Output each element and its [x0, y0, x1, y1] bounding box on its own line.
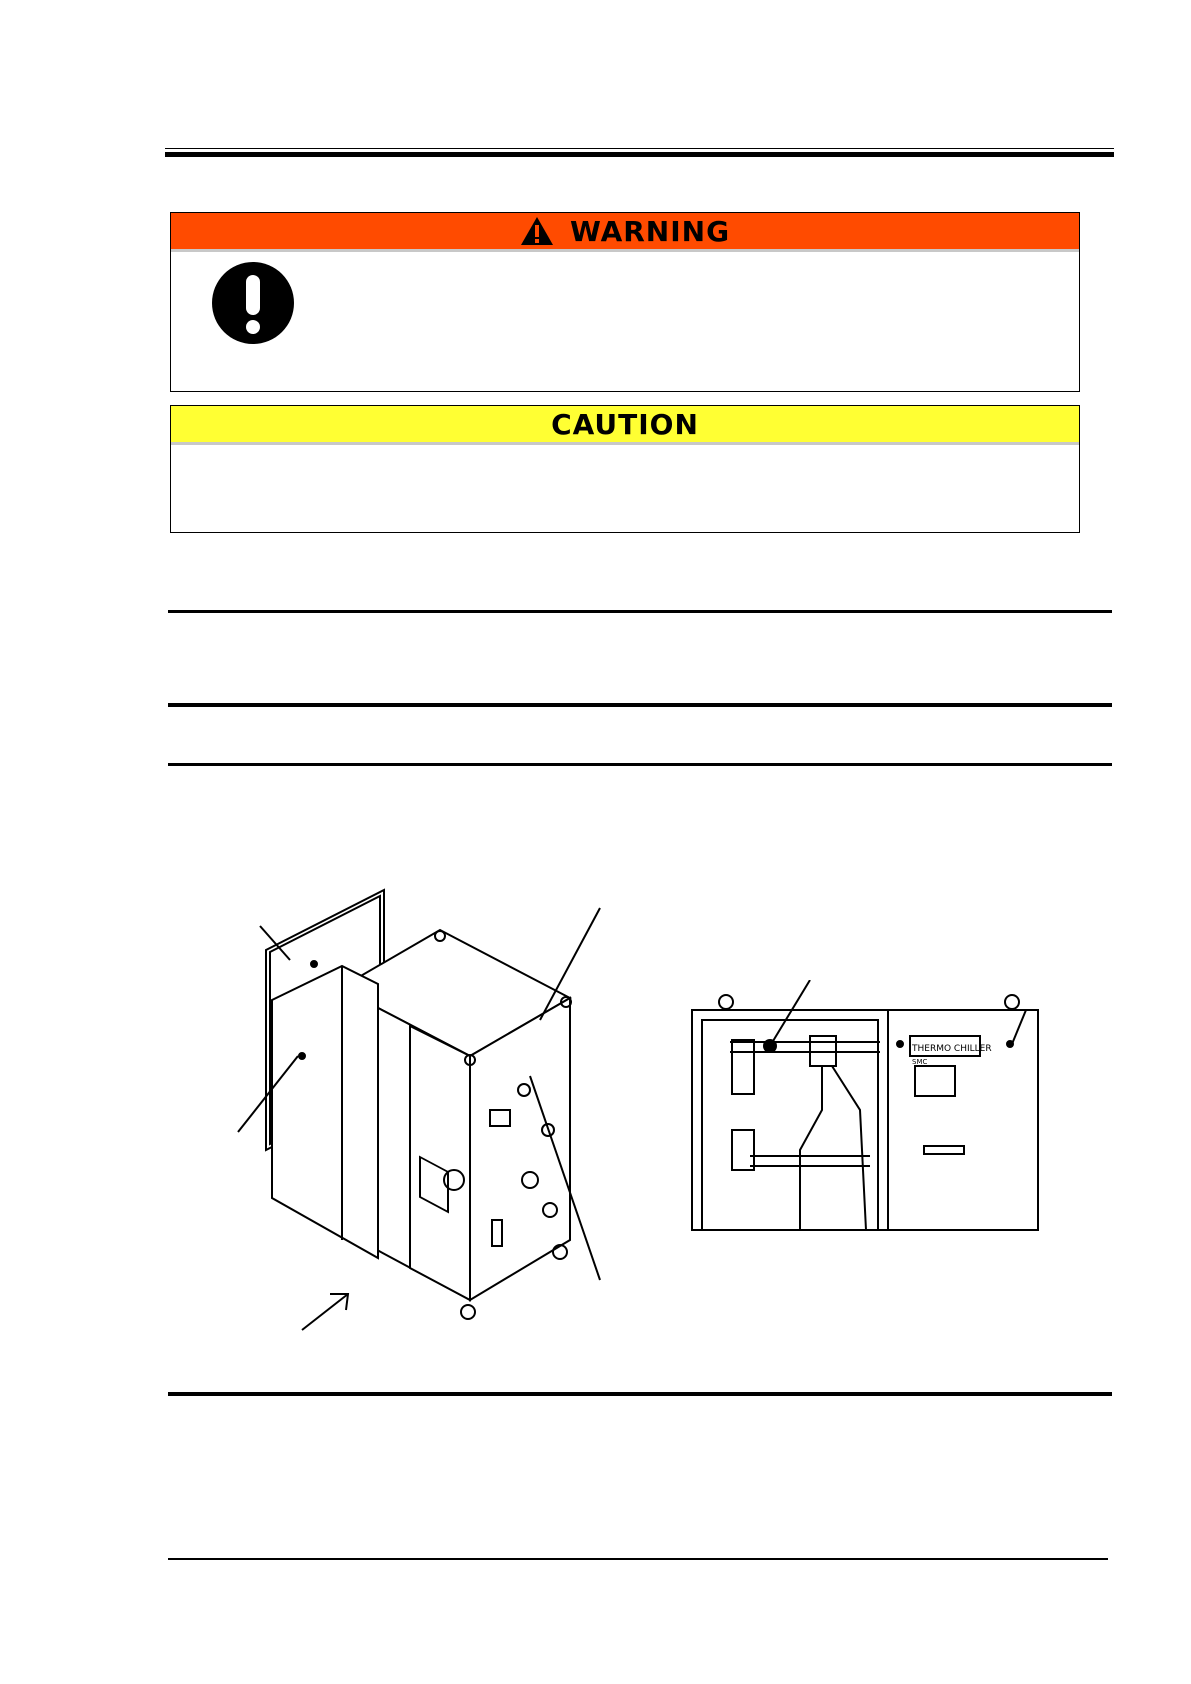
- top-rule-thin: [165, 148, 1114, 149]
- top-rule-thick: [165, 152, 1114, 157]
- section-rule-3: [168, 763, 1112, 766]
- section-rule-2: [168, 703, 1112, 707]
- caution-title: CAUTION: [551, 407, 699, 441]
- warning-title: WARNING: [569, 214, 731, 248]
- section-rule-4: [168, 1392, 1112, 1396]
- warning-triangle-icon: [520, 216, 554, 246]
- caution-header: [171, 406, 1079, 445]
- warning-header: [171, 213, 1079, 252]
- warning-box: [170, 212, 1080, 392]
- thermo-chiller-label: THERMO CHILLER: [912, 1044, 992, 1054]
- section-rule-1: [168, 610, 1112, 613]
- caution-box: [170, 405, 1080, 533]
- footer-rule: [168, 1558, 1108, 1560]
- unit-front-view-drawing: [690, 980, 1090, 1240]
- brand-label: SMC: [912, 1058, 928, 1066]
- mandatory-action-icon: [211, 261, 295, 345]
- unit-isometric-drawing: [230, 880, 670, 1340]
